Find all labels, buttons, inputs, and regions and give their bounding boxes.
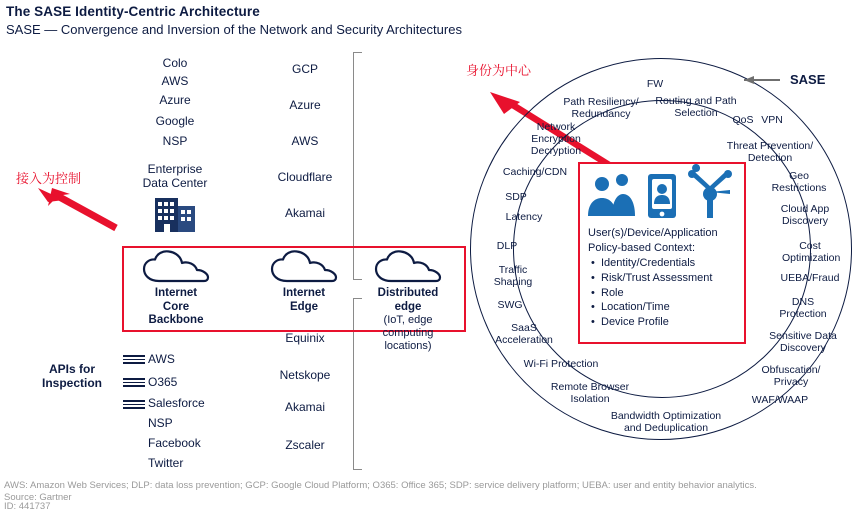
application-icon bbox=[688, 164, 732, 218]
mid-column-item-gcp: GCP bbox=[291, 62, 318, 76]
annotation-access-control-arrow bbox=[30, 186, 120, 232]
identity-bullet-credentials: • Identity/Credentials bbox=[601, 256, 718, 271]
ring-item-cost-optimization: Cost Optimization bbox=[782, 240, 841, 265]
cloud-label-line1: Distributed bbox=[377, 287, 439, 299]
left-column-item-nsp: NSP bbox=[162, 134, 188, 148]
ring-item-wi-fi-protection: Wi-Fi Protection bbox=[523, 358, 599, 370]
cloud-label-line1: Internet bbox=[154, 287, 198, 299]
identity-heading-users: User(s)/Device/Application bbox=[588, 227, 718, 239]
ring-item-network-encryption-decryption: Network Encryption Decryption bbox=[530, 121, 582, 158]
ring-item-path-resiliency-redundancy: Path Resiliency/ Redundancy bbox=[563, 96, 639, 121]
ring-item-waf-waap: WAF/WAAP bbox=[751, 394, 809, 406]
ring-item-dns-protection: DNS Protection bbox=[779, 296, 827, 321]
page-title: The SASE Identity-Centric Architecture bbox=[6, 4, 260, 19]
left-column-item-azure: Azure bbox=[159, 93, 191, 107]
mid-column-item-aws: AWS bbox=[291, 134, 319, 148]
left-column-item-google: Google bbox=[155, 114, 195, 128]
mid-column-item-akamai-lower: Akamai bbox=[284, 400, 325, 414]
identity-policy-text bbox=[588, 226, 718, 329]
stack-lines-icon bbox=[123, 355, 145, 364]
apis-label-line2: Inspection bbox=[41, 376, 102, 391]
cloud-icon bbox=[269, 250, 339, 284]
mid-column-item-equinix: Equinix bbox=[285, 331, 325, 345]
cloud-internet-core-backbone bbox=[130, 250, 222, 328]
api-item-aws: AWS bbox=[148, 352, 175, 366]
identity-icons bbox=[580, 170, 744, 222]
device-icon bbox=[648, 174, 676, 218]
api-item-o365: O365 bbox=[148, 375, 178, 389]
ring-item-sensitive-data-discovery: Sensitive Data Discovery bbox=[769, 330, 837, 355]
ring-item-fw: FW bbox=[646, 78, 664, 90]
stack-lines-icon bbox=[123, 400, 145, 409]
mid-column-item-netskope: Netskope bbox=[279, 368, 331, 382]
apis-for-inspection-label bbox=[30, 362, 114, 391]
identity-bullet-list bbox=[588, 256, 718, 329]
cloud-icon bbox=[141, 250, 211, 284]
mid-column-item-azure: Azure bbox=[289, 98, 321, 112]
cloud-distributed-edge bbox=[362, 250, 454, 353]
cloud-label-sub: (IoT, edge computing locations) bbox=[382, 314, 434, 353]
ring-item-obfuscation-privacy: Obfuscation/ Privacy bbox=[761, 364, 821, 389]
ring-item-dlp: DLP bbox=[496, 240, 518, 252]
api-item-nsp: NSP bbox=[148, 416, 173, 430]
annotation-access-control-text: 接入为控制 bbox=[16, 171, 82, 186]
mid-column-item-zscaler: Zscaler bbox=[285, 438, 325, 452]
ring-item-bandwidth-optimization-and-deduplication: Bandwidth Optimization and Deduplication bbox=[610, 410, 722, 435]
ring-item-routing-and-path-selection: Routing and Path Selection bbox=[655, 95, 737, 120]
cloud-label-line1: Internet bbox=[282, 287, 326, 299]
left-column-item-enterprise-data-center: Enterprise Data Center bbox=[142, 162, 208, 190]
ring-item-geo-restrictions: Geo Restrictions bbox=[771, 170, 827, 195]
api-item-salesforce: Salesforce bbox=[148, 396, 205, 410]
ring-item-cloud-app-discovery: Cloud App Discovery bbox=[780, 203, 830, 228]
ring-item-traffic-shaping: Traffic Shaping bbox=[493, 264, 533, 289]
ring-item-caching-cdn: Caching/CDN bbox=[502, 166, 568, 178]
ring-item-ueba-fraud: UEBA/Fraud bbox=[780, 272, 840, 284]
apis-label-line1: APIs for bbox=[48, 362, 95, 376]
cloud-icon bbox=[373, 250, 443, 284]
api-item-facebook: Facebook bbox=[148, 436, 201, 450]
ring-item-threat-prevention-detection: Threat Prevention/ Detection bbox=[726, 140, 814, 165]
ring-item-vpn: VPN bbox=[761, 114, 783, 126]
page-subtitle: SASE — Convergence and Inversion of the Network and Security Architectures bbox=[6, 22, 462, 37]
mid-column-item-akamai: Akamai bbox=[284, 206, 325, 220]
ring-item-swg: SWG bbox=[497, 299, 523, 311]
annotation-identity-centric-text: 身份为中心 bbox=[466, 63, 532, 78]
cloud-label-line3: Backbone bbox=[148, 314, 204, 327]
left-column-item-aws: AWS bbox=[161, 74, 189, 88]
identity-bullet-risk-trust: • Risk/Trust Assessment bbox=[601, 271, 718, 286]
identity-bullet-device-profile: • Device Profile bbox=[601, 315, 718, 330]
identity-bullet-location-time: • Location/Time bbox=[601, 300, 718, 315]
cloud-label-line2: Core bbox=[162, 300, 190, 313]
cloud-internet-edge bbox=[258, 250, 350, 314]
ring-item-saas-acceleration: SaaS Acceleration bbox=[495, 322, 553, 347]
ring-item-qos: QoS bbox=[732, 114, 754, 126]
stack-lines-icon bbox=[123, 378, 145, 387]
users-icon bbox=[588, 174, 635, 216]
api-item-twitter: Twitter bbox=[148, 456, 184, 470]
identity-bullet-role: • Role bbox=[601, 286, 718, 301]
ring-item-latency: Latency bbox=[505, 211, 543, 223]
enterprise-building-icon bbox=[152, 194, 198, 241]
identity-heading-policy: Policy-based Context: bbox=[588, 241, 695, 254]
cloud-label-line2: Edge bbox=[289, 300, 319, 313]
footnote-source: Source: Gartner bbox=[4, 492, 72, 503]
left-column-item-colo: Colo bbox=[162, 56, 188, 70]
cloud-label-line2: edge bbox=[394, 300, 422, 313]
footnote-abbreviations: AWS: Amazon Web Services; DLP: data loss prevention; GCP: Google Cloud Platform; O365: Office 365; SDP: service delivery platform; UEBA: user and entity behavior analytics. bbox=[4, 480, 757, 491]
sase-pointer-arrow bbox=[744, 74, 790, 86]
sase-label: SASE bbox=[790, 72, 826, 87]
mid-column-item-cloudflare: Cloudflare bbox=[277, 170, 333, 184]
ring-item-sdp: SDP bbox=[505, 191, 527, 203]
identity-policy-box bbox=[578, 162, 746, 344]
ring-item-remote-browser-isolation: Remote Browser Isolation bbox=[550, 381, 630, 406]
footnote-id: ID: 441737 bbox=[4, 501, 51, 512]
